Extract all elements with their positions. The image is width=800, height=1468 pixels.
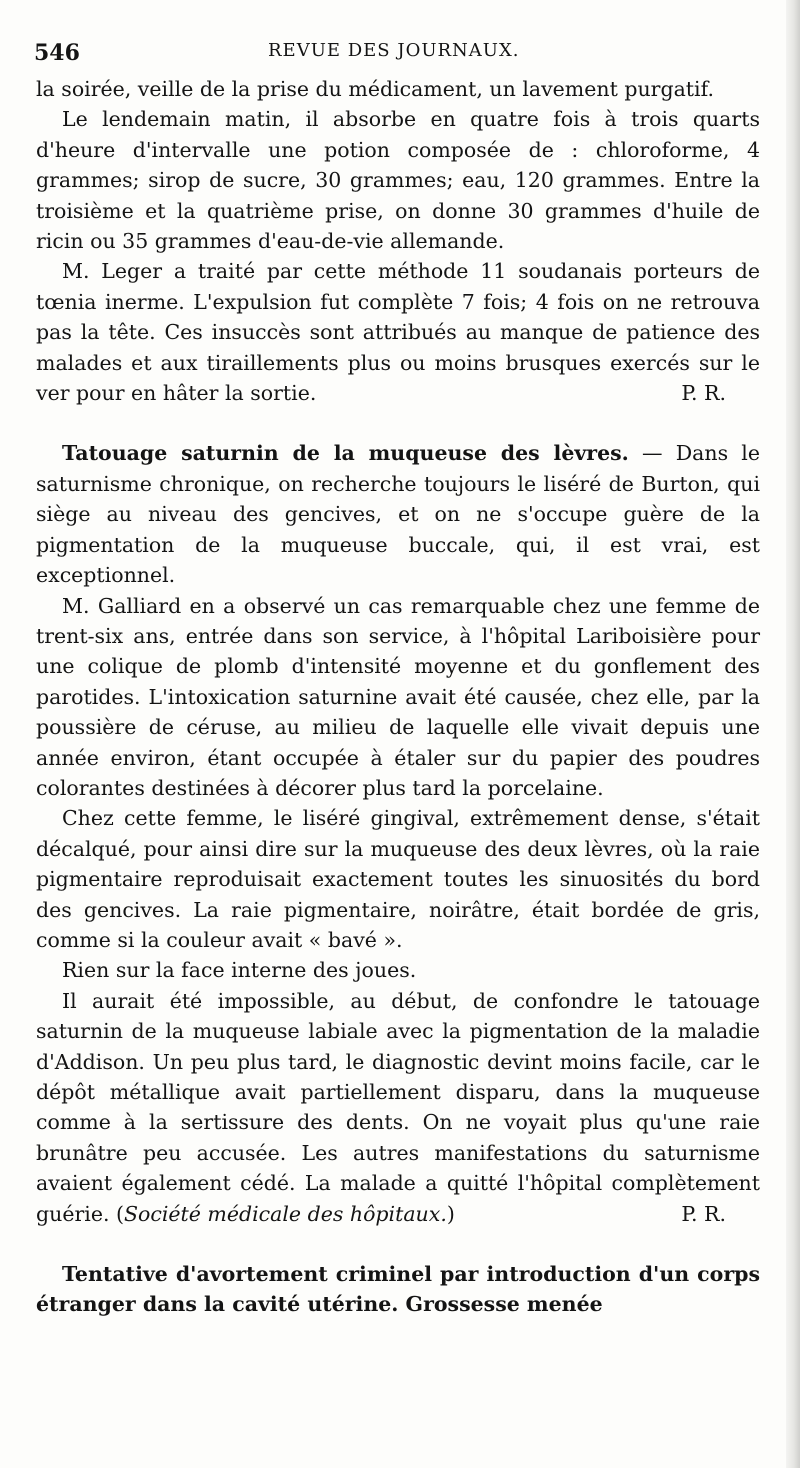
article1-paragraph-1: la soirée, veille de la prise du médicament, un lavement purgatif.: [36, 77, 714, 101]
article2-paragraph-1-text: — Dans le saturnisme chronique, on recherche toujours le liséré de Burton, qui siège au niveau des gencives, et on ne s'occupe guère de la pigmentation de la muqueuse buccale, qui, il est vrai, est exceptionnel.: [36, 441, 760, 588]
article2-paragraph-3: Chez cette femme, le liséré gingival, extrêmement dense, s'était décalqué, pour ainsi dire sur la muqueuse des deux lèvres, où la raie pigmentaire reproduisait exactement toutes les sinuosités du bord des gencives. La raie pigmentaire, noirâtre, était bordée de gris, comme si la couleur avait « bavé ».: [36, 806, 760, 952]
page-edge-shadow: [786, 0, 800, 1468]
page-number: 546: [34, 40, 80, 66]
article3-title: Tentative d'avortement criminel par introduction d'un corps étranger dans la cavité utérine. Grossesse menée: [36, 1262, 760, 1317]
article2-paragraph-4: Rien sur la face interne des joues.: [62, 958, 417, 983]
running-header: [36, 28, 760, 74]
article2-title: Tatouage saturnin de la muqueuse des lèvres.: [62, 441, 629, 466]
section-gap: [36, 1229, 760, 1259]
section-gap: [36, 408, 760, 438]
article1-signature: P. R.: [681, 381, 726, 406]
article2-paragraph-5: [36, 986, 760, 1229]
article2-paragraph-5-text: Il aurait été impossible, au début, de confondre le tatouage saturnin de la muqueuse labiale avec la pigmentation de la maladie d'Addison. Un peu plus tard, le diagnostic devint moins facile, car le dépôt métallique avait partiellement disparu, dans la muqueuse comme à la sertissure des dents. On ne voyait plus qu'une raie brunâtre peu accusée. Les autres manifestations du saturnisme avaient également cédé. La malade a quitté l'hôpital complètement guérie. (: [36, 988, 760, 1226]
article2-source: Société médicale des hôpitaux.: [123, 1201, 447, 1226]
article2-paragraph-1: [36, 438, 760, 590]
article2-signature: P. R.: [681, 1201, 726, 1226]
article2-source-close: ): [446, 1201, 455, 1226]
article1-paragraph-2: Le lendemain matin, il absorbe en quatre fois à trois quarts d'heure d'intervalle une potion composée de : chloroforme, 4 grammes; sirop de sucre, 30 grammes; eau, 120 grammes. Entre la troisième et la quatrième prise, on donne 30 grammes d'huile de ricin ou 35 grammes d'eau-de-vie allemande.: [36, 107, 760, 254]
article1-paragraph-3: [36, 256, 760, 408]
article2-paragraph-2: M. Galliard en a observé un cas remarquable chez une femme de trent-six ans, entrée dans son service, à l'hôpital Lariboisière pour une colique de plomb d'intensité moyenne et du gonflement des parotides. L'intoxication saturnine avait été causée, chez elle, par la poussière de céruse, au milieu de laquelle elle vivait depuis une année environ, étant occupée à étaler sur du papier des poudres colorantes destinées à décorer plus tard la porcelaine.: [36, 593, 760, 800]
running-title: REVUE DES JOURNAUX.: [268, 40, 520, 61]
text-column: [36, 28, 760, 1320]
article1-paragraph-3-text: M. Leger a traité par cette méthode 11 soudanais porteurs de tœnia inerme. L'expulsion fut complète 7 fois; 4 fois on ne retrouva pas la tête. Ces insuccès sont attribués au manque de patience des malades et aux tiraillements plus ou moins brusques exercés sur le ver pour en hâter la sortie.: [36, 259, 760, 406]
